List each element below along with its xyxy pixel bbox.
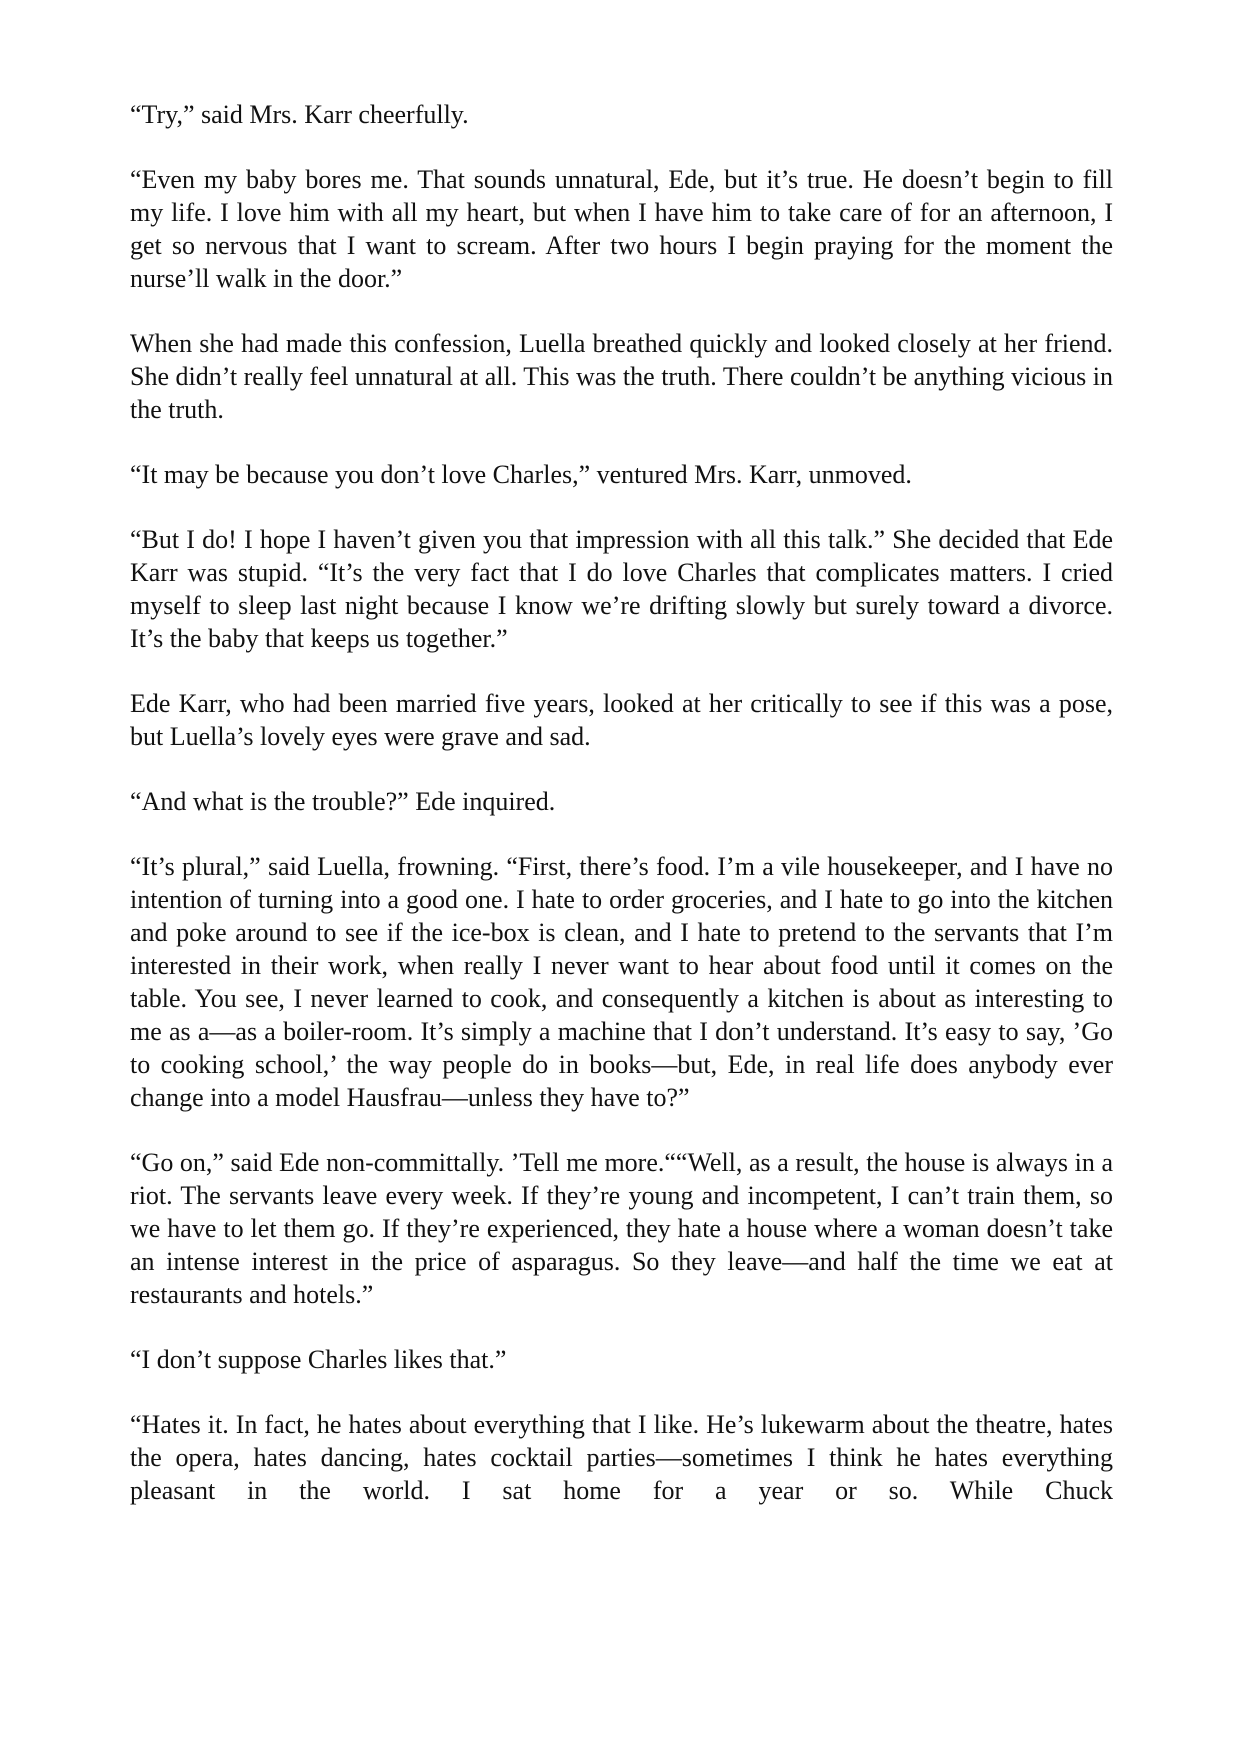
paragraph: “And what is the trouble?” Ede inquired.	[130, 787, 556, 816]
document-page	[130, 98, 1113, 1507]
paragraph: “But I do! I hope I haven’t given you that impression with all this talk.” She decided that Ede Karr was stupid. “It’s the very fact that I do love Charles that complicates matters. I cried myself to sleep last night because I know we’re drifting slowly but surely toward a divorce. It’s the baby that keeps us together.”	[130, 525, 1113, 653]
paragraph-continued: “Hates it. In fact, he hates about everything that I like. He’s lukewarm about the theatre, hates the opera, hates dancing, hates cocktail parties—sometimes I think he hates everything pleasant in the world. I sat home for a year or so. While Chuck	[130, 1410, 1113, 1505]
paragraph: “I don’t suppose Charles likes that.”	[130, 1345, 507, 1374]
paragraph: When she had made this confession, Luella breathed quickly and looked closely at her friend. She didn’t really feel unnatural at all. This was the truth. There couldn’t be anything vicious in the truth.	[130, 329, 1113, 424]
paragraph: “Go on,” said Ede non-committally. ’Tell me more.““Well, as a result, the house is always in a riot. The servants leave every week. If they’re young and incompetent, I can’t train them, so we have to let them go. If they’re experienced, they hate a house where a woman doesn’t take an intense interest in the price of asparagus. So they leave—and half the time we eat at restaurants and hotels.”	[130, 1148, 1113, 1309]
paragraph: Ede Karr, who had been married five years, looked at her critically to see if this was a pose, but Luella’s lovely eyes were grave and sad.	[130, 689, 1113, 751]
paragraph: “It’s plural,” said Luella, frowning. “First, there’s food. I’m a vile housekeeper, and I have no intention of turning into a good one. I hate to order groceries, and I hate to go into the kitchen and poke around to see if the ice-box is clean, and I hate to pretend to the servants that I’m interested in their work, when really I never want to hear about food until it comes on the table. You see, I never learned to cook, and consequently a kitchen is about as interesting to me as a—as a boiler-room. It’s simply a machine that I don’t understand. It’s easy to say, ’Go to cooking school,’ the way people do in books—but, Ede, in real life does anybody ever change into a model Hausfrau—unless they have to?”	[130, 852, 1113, 1112]
paragraph: “It may be because you don’t love Charles,” ventured Mrs. Karr, unmoved.	[130, 460, 912, 489]
paragraph: “Even my baby bores me. That sounds unnatural, Ede, but it’s true. He doesn’t begin to fill my life. I love him with all my heart, but when I have him to take care of for an afternoon, I get so nervous that I want to scream. After two hours I begin praying for the moment the nurse’ll walk in the door.”	[130, 165, 1113, 293]
paragraph: “Try,” said Mrs. Karr cheerfully.	[130, 100, 469, 129]
